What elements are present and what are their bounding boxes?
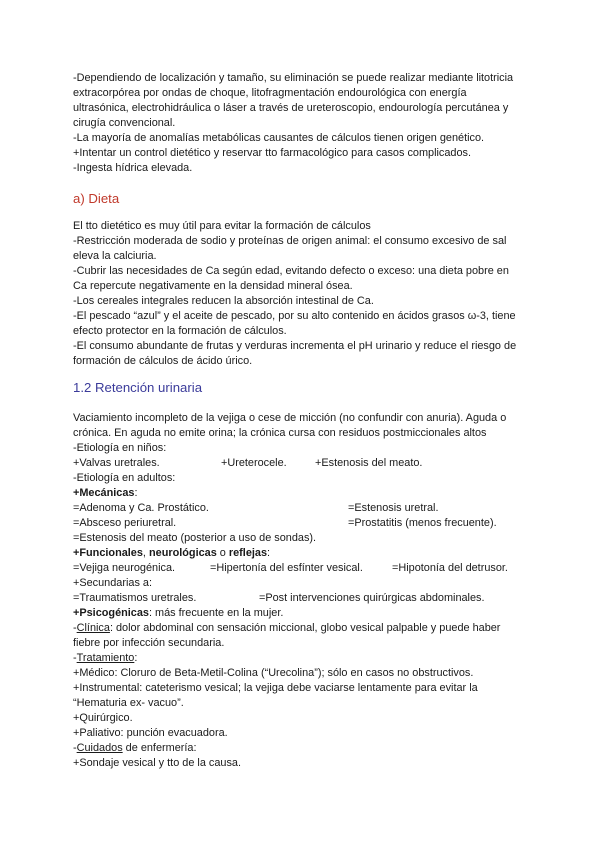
list-item: +Médico: Cloruro de Beta-Metil-Colina (“Urecolina”); sólo en casos no obstructivos.	[73, 667, 474, 679]
clinica-line	[73, 621, 533, 636]
list-item: +Estenosis del meato.	[315, 457, 423, 469]
text-fragment: ,	[142, 547, 149, 559]
list-item: +Paliativo: punción evacuadora.	[73, 727, 228, 739]
intro-block	[73, 71, 533, 176]
text-line: formación de cálculos de ácido úrico.	[73, 355, 253, 367]
list-item: +Instrumental: cateterismo vesical; la vejiga debe vaciarse lentamente para evitar la	[73, 682, 478, 694]
list-item: =Adenoma y Ca. Prostático.	[73, 502, 209, 514]
tratamiento-heading	[73, 651, 533, 666]
text-fragment: : dolor abdominal con sensación miccional, globo vesical palpable y puede haber	[109, 622, 501, 634]
list-item: =Hipotonía del detrusor.	[392, 562, 508, 574]
underlined-label: Tratamiento	[76, 652, 135, 664]
list-item: +Ureterocele.	[221, 457, 287, 469]
text-line: cirugía convencional.	[73, 117, 176, 129]
section-heading-retencion: 1.2 Retención urinaria	[73, 380, 203, 395]
text-line: Ca repercute negativamente en la densidad mineral ósea.	[73, 280, 353, 292]
text-fragment: :	[267, 547, 271, 559]
list-item: +Valvas uretrales.	[73, 457, 160, 469]
text-line: +Secundarias a:	[73, 577, 153, 589]
text-fragment: -	[73, 652, 77, 664]
text-line: El tto dietético es muy útil para evitar la formación de cálculos	[73, 220, 371, 232]
list-item: =Prostatitis (menos frecuente).	[348, 517, 497, 529]
text-line: +Intentar un control dietético y reservar tto farmacológico para casos complicados.	[73, 147, 472, 159]
list-item: =Hipertonía del esfínter vesical.	[210, 562, 363, 574]
underlined-label: Cuidados	[76, 742, 123, 754]
list-item: =Absceso periuretral.	[73, 517, 177, 529]
bold-label: +Mecánicas	[73, 487, 135, 499]
bold-label: reflejas	[228, 547, 268, 559]
bold-fragment: +	[73, 547, 80, 559]
text-fragment: :	[134, 487, 138, 499]
text-line: eleva la calciuria.	[73, 250, 157, 262]
text-line: -Dependiendo de localización y tamaño, su eliminación se puede realizar mediante litotricia	[73, 72, 514, 84]
funcionales-row	[73, 561, 533, 576]
text-line: -Cubrir las necesidades de Ca según edad, evitando defecto o exceso: una dieta pobre en	[73, 265, 509, 277]
text-line: -Restricción moderada de sodio y proteínas de origen animal: el consumo excesivo de sal	[73, 235, 507, 247]
text-line: efecto protector en la formación de cálculos.	[73, 325, 287, 337]
text-line: extracorpórea por ondas de choque, litofragmentación endourológica con energía	[73, 87, 467, 99]
text-line: -Ingesta hídrica elevada.	[73, 162, 193, 174]
underlined-label: Clínica	[76, 622, 110, 634]
text-line: -Los cereales integrales reducen la absorción intestinal de Ca.	[73, 295, 374, 307]
text-line: -Etiología en adultos:	[73, 472, 176, 484]
text-fragment: :	[134, 652, 138, 664]
text-line: -El consumo abundante de frutas y verduras incrementa el pH urinario y reduce el riesgo de	[73, 340, 517, 352]
text-line: fiebre por infección secundaria.	[73, 637, 225, 649]
ninos-row	[73, 456, 533, 471]
funcionales-heading	[73, 546, 533, 561]
list-item: =Post intervenciones quirúrgicas abdominales.	[259, 592, 485, 604]
mecanicas-heading	[73, 486, 533, 501]
text-line: -Etiología en niños:	[73, 442, 167, 454]
list-item: =Estenosis uretral.	[348, 502, 439, 514]
text-line: “Hematuria ex- vacuo”.	[73, 697, 184, 709]
secundarias-row	[73, 591, 533, 606]
text-fragment: de enfermería:	[122, 742, 197, 754]
text-line: ultrasónica, electrohidráulica o láser a través de ureteroscopio, endourología percutánea y	[73, 102, 509, 114]
psicogenicas-line	[73, 606, 533, 621]
list-item: +Quirúrgico.	[73, 712, 133, 724]
text-line: -El pescado “azul” y el aceite de pescado, por su alto contenido en ácidos grasos ω-3, tiene	[73, 310, 516, 322]
mecanicas-row	[73, 516, 533, 531]
dieta-block	[73, 219, 533, 369]
retencion-block	[73, 411, 533, 771]
bold-label: Funcionales	[79, 547, 143, 559]
text-line: -La mayoría de anomalías metabólicas causantes de cálculos tienen origen genético.	[73, 132, 485, 144]
mecanicas-row	[73, 501, 533, 516]
text-fragment: -	[73, 622, 77, 634]
text-line: crónica. En aguda no emite orina; la crónica cursa con residuos postmiccionales altos	[73, 427, 487, 439]
bold-label: neurológicas	[148, 547, 217, 559]
section-heading-dieta: a) Dieta	[73, 191, 120, 206]
list-item: =Traumatismos uretrales.	[73, 592, 197, 604]
text-fragment: o	[216, 547, 229, 559]
cuidados-heading	[73, 741, 533, 756]
text-line: Vaciamiento incompleto de la vejiga o cese de micción (no confundir con anuria). Aguda o	[73, 412, 507, 424]
text-fragment: : más frecuente en la mujer.	[148, 607, 284, 619]
list-item: =Vejiga neurogénica.	[73, 562, 176, 574]
bold-label: +Psicogénicas	[73, 607, 149, 619]
list-item: +Sondaje vesical y tto de la causa.	[73, 757, 242, 769]
text-fragment: -	[73, 742, 77, 754]
list-item: =Estenosis del meato (posterior a uso de sondas).	[73, 532, 317, 544]
